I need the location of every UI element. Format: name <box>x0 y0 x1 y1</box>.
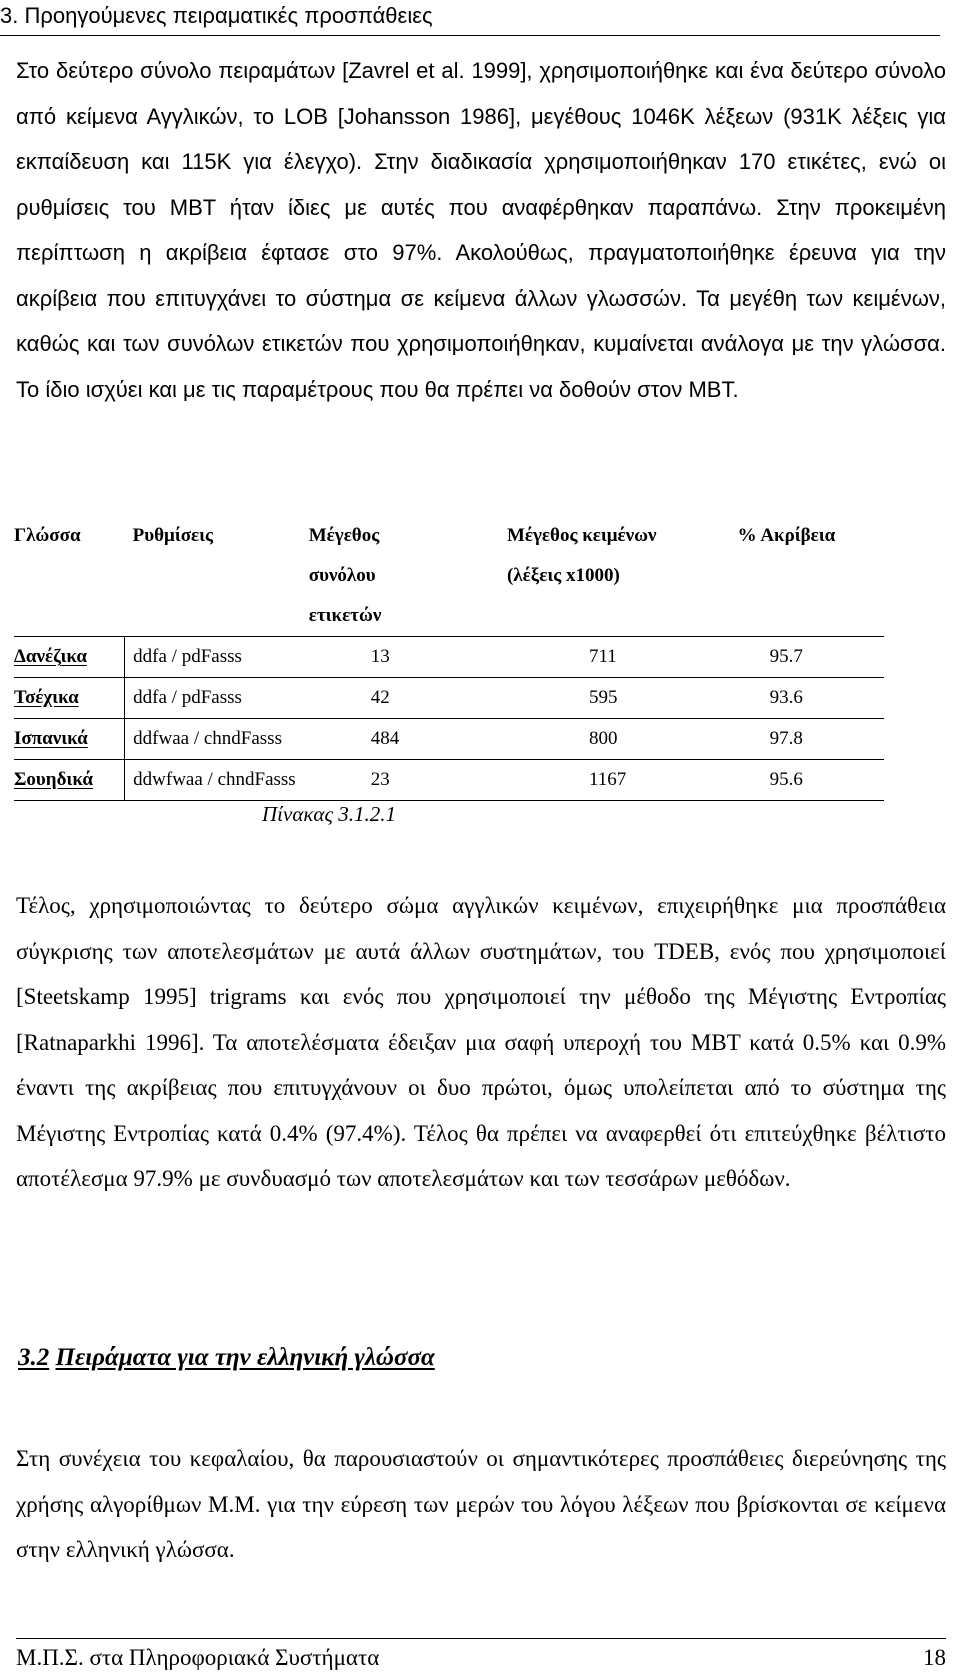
table-caption: Πίνακας 3.1.2.1 <box>262 802 396 826</box>
header-accuracy: % Ακρίβεια <box>737 525 836 546</box>
cell-language <box>14 760 125 801</box>
header-text-size <box>507 512 738 637</box>
footer-program-name: Μ.Π.Σ. στα Πληροφοριακά Συστήματα <box>16 1645 380 1670</box>
header-language: Γλώσσα <box>14 525 81 546</box>
section-title-text: Πειράματα για την ελληνική γλώσσα <box>55 1344 435 1371</box>
table-header-row <box>14 512 884 637</box>
cell-tagset-size: 23 <box>370 769 390 790</box>
header-tagset-size-line3: ετικετών <box>308 605 382 626</box>
header-text-size-line2: (λέξεις x1000) <box>506 565 620 586</box>
cell-text-size: 800 <box>588 728 618 749</box>
language-name: Δανέζικα <box>14 646 88 667</box>
cell-text-size: 595 <box>588 687 618 708</box>
footer-page-number: 18 <box>923 1645 946 1670</box>
language-name: Τσέχικα <box>14 687 79 708</box>
cell-language <box>14 678 125 719</box>
cell-settings: ddwfwaa / chndFasss <box>133 769 296 790</box>
cell-text-size: 711 <box>588 646 617 667</box>
cell-settings: ddfa / pdFasss <box>133 646 242 667</box>
table-row <box>14 760 884 801</box>
section-heading <box>18 1342 435 1374</box>
cell-tagset-size: 42 <box>370 687 390 708</box>
cell-accuracy: 95.6 <box>769 769 803 790</box>
page-footer <box>16 1638 946 1672</box>
running-header: 3. Προηγούμενες πειραματικές προσπάθειες <box>0 2 940 36</box>
cell-language <box>14 637 125 678</box>
cell-language <box>14 719 125 760</box>
table-row <box>14 637 884 678</box>
cell-tagset-size: 484 <box>370 728 400 749</box>
results-table <box>14 512 884 801</box>
header-tagset-size-line1: Μέγεθος <box>308 525 380 546</box>
header-tagset-size <box>309 512 507 637</box>
header-tagset-size-line2: συνόλου <box>308 565 376 586</box>
cell-text-size: 1167 <box>588 769 627 790</box>
cell-settings: ddfa / pdFasss <box>133 687 242 708</box>
header-settings: Ρυθμίσεις <box>132 525 214 546</box>
cell-accuracy: 93.6 <box>769 687 803 708</box>
paragraph-lob-experiments: Στο δεύτερο σύνολο πειραμάτων [Zavrel et al. 1999], χρησιμοποιήθηκε και ένα δεύτερο σύνολο από κείμενα Αγγλικών, το LOB [Johansson 1986], μεγέθους 1046K λέξεων (931K λέξεις για εκπαίδευση και 115K για έλεγχο). Στην διαδικασία χρησιμοποιήθηκαν 170 ετικέτες, ενώ οι ρυθμίσεις του MBT ήταν ίδιες με αυτές που αναφέρθηκαν παραπάνω. Στην προκειμένη περίπτωση η ακρίβεια έφτασε στο 97%. Ακολούθως, πραγματοποιήθηκε έρευνα για την ακρίβεια που επιτυγχάνει το σύστημα σε κείμενα άλλων γλωσσών. Τα μεγέθη των κειμένων, καθώς και των συνόλων ετικετών που χρησιμοποιήθηκαν, κυμαίνεται ανάλογα με την γλώσσα. Το ίδιο ισχύει και με τις παραμέτρους που θα πρέπει να δοθούν στον MBT. <box>16 58 946 402</box>
cell-accuracy: 95.7 <box>769 646 803 667</box>
language-name: Σουηδικά <box>14 769 93 790</box>
paragraph-comparison: Τέλος, χρησιμοποιώντας το δεύτερο σώμα αγγλικών κειμένων, επιχειρήθηκε μια προσπάθεια σύγκρισης των αποτελεσμάτων με αυτά άλλων συστημάτων, του TDEB, ενός που χρησιμοποιεί [Steetskamp 1995] trigrams και ενός που χρησιμοποιεί την μέθοδο της Μέγιστης Εντροπίας [Ratnaparkhi 1996]. Τα αποτελέσματα έδειξαν μια σαφή υπεροχή του MBT κατά 0.5% και 0.9% έναντι της ακρίβειας που επιτυγχάνουν οι δυο πρώτοι, όμως υπολείπεται από το σύστημα της Μέγιστης Εντροπίας κατά 0.4% (97.4%). Τέλος θα πρέπει να αναφερθεί ότι επιτεύχθηκε βέλτιστο αποτέλεσμα 97.9% με συνδυασμό των αποτελεσμάτων και των τεσσάρων μεθόδων. <box>16 893 946 1191</box>
paragraph-greek-intro: Στη συνέχεια του κεφαλαίου, θα παρουσιαστούν οι σημαντικότερες προσπάθειες διερεύνησης της χρήσης αλγορίθμων Μ.Μ. για την εύρεση των μερών του λόγου λέξεων που βρίσκονται σε κείμενα στην ελληνική γλώσσα. <box>16 1446 946 1562</box>
section-number: 3.2 <box>18 1344 50 1371</box>
results-table-container <box>14 512 944 801</box>
table-row <box>14 678 884 719</box>
header-text-size-line1: Μέγεθος κειμένων <box>506 525 657 546</box>
cell-settings: ddfwaa / chndFasss <box>133 728 282 749</box>
cell-accuracy: 97.8 <box>769 728 803 749</box>
cell-tagset-size: 13 <box>370 646 390 667</box>
language-name: Ισπανικά <box>14 728 88 749</box>
table-row <box>14 719 884 760</box>
